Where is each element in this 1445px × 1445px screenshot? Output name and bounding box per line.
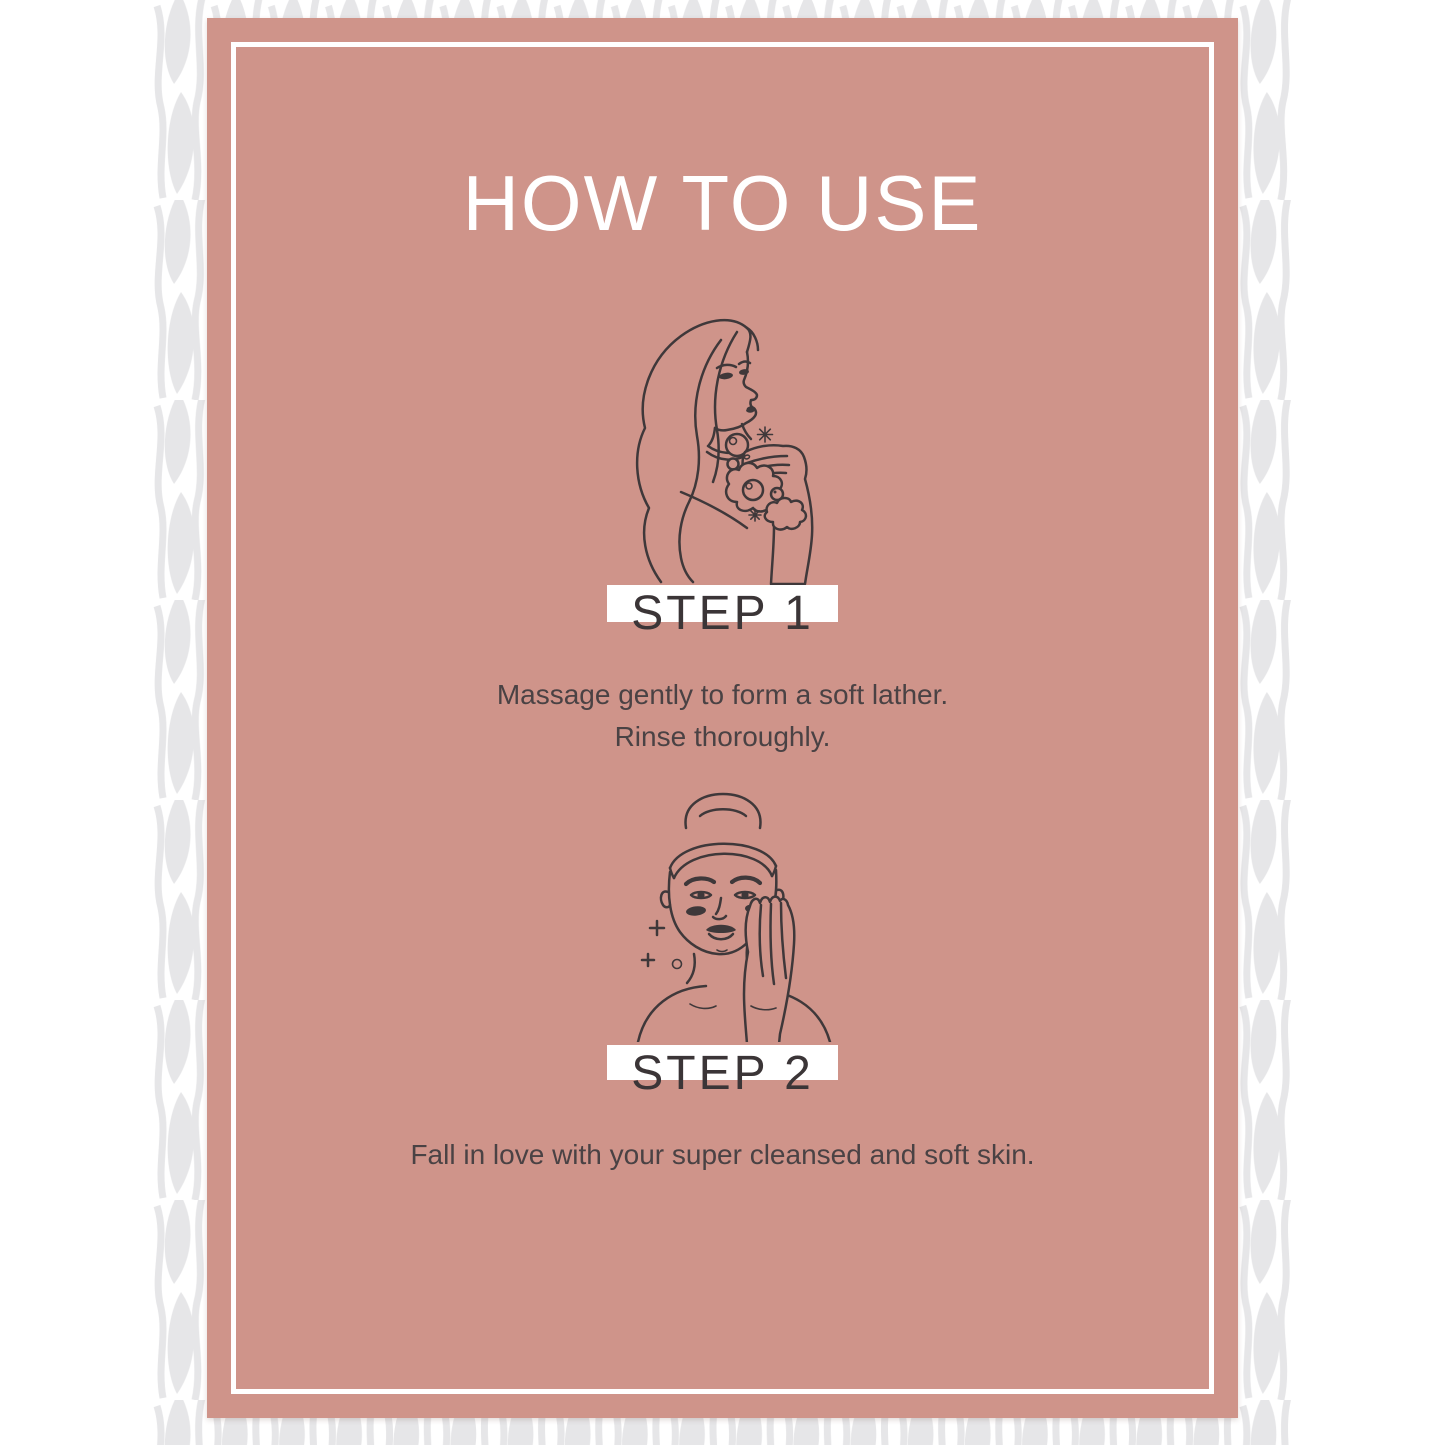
step1-description-line2: Rinse thoroughly. — [614, 721, 831, 752]
step2-description-line1: Fall in love with your super cleansed and soft skin. — [410, 1139, 1035, 1170]
step2-woman-touching-cheek-illustration — [630, 792, 882, 1042]
instruction-card — [207, 18, 1238, 1418]
step2-description — [207, 1134, 1238, 1176]
step2-label: STEP 2 — [631, 1047, 814, 1100]
step1-description-line1: Massage gently to form a soft lather. — [496, 679, 949, 710]
step1-label: STEP 1 — [631, 587, 814, 640]
step1-description — [207, 674, 1238, 758]
step1-woman-washing-neck-illustration — [625, 316, 885, 588]
page-title: HOW TO USE — [462, 159, 983, 247]
